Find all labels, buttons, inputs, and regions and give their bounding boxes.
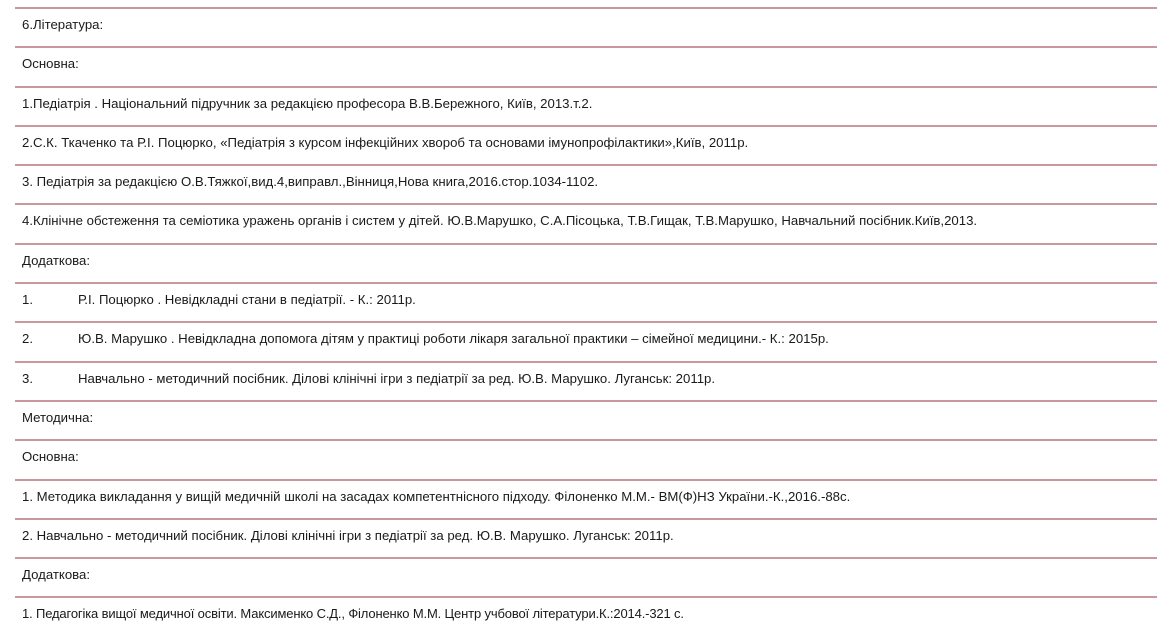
reference-text: 4.Клінічне обстеження та семіотика уражень органів і систем у дітей. Ю.В.Марушко, С.А.Пісоцька, Т.В.Гищак, Т.В.Марушко, Навчальний посібник.Київ,2013.: [22, 213, 978, 229]
reference-entry: [15, 86, 1157, 125]
reference-entry: [15, 125, 1157, 164]
reference-entry: [15, 203, 1157, 242]
list-number: 3.: [22, 370, 33, 386]
reference-text: Р.І. Поцюрко . Невідкладні стани в педіатрії. - К.: 2011р.: [78, 292, 416, 308]
subheading-methodical: [15, 400, 1157, 439]
heading-literature: [15, 7, 1157, 46]
reference-text: 2.С.К. Ткаченко та Р.І. Поцюрко, «Педіатрія з курсом інфекційних хвороб та основами імунопрофілактики»,Київ, 2011р.: [22, 134, 749, 150]
reference-text: 1. Методика викладання у вищій медичній школі на засадах компетентнісного підходу. Філоненко М.М.- ВМ(Ф)НЗ України.-К.,2016.-88с.: [22, 488, 851, 504]
literature-table: [15, 7, 1157, 636]
list-number: 1.: [22, 292, 33, 308]
reference-text: 3. Педіатрія за редакцією О.В.Тяжкої,вид.4,виправл.,Вінниця,Нова книга,2016.стор.1034-1102.: [22, 174, 599, 190]
subheading-text: Основна:: [22, 56, 79, 72]
subheading-main: [15, 46, 1157, 85]
reference-entry: [15, 164, 1157, 203]
list-number: 2.: [22, 331, 33, 347]
reference-text: Навчально - методичний посібник. Ділові клінічні ігри з педіатрії за ред. Ю.В. Марушко. Луганськ: 2011р.: [78, 370, 716, 386]
reference-text: Ю.В. Марушко . Невідкладна допомога дітям у практиці роботи лікаря загальної практики – сімейної медицини.- К.: 2015р.: [78, 331, 829, 347]
reference-entry: [15, 518, 1157, 557]
subheading-text: Методична:: [22, 409, 94, 425]
numbered-reference: [15, 282, 1157, 321]
subheading-text: Додаткова:: [22, 567, 91, 583]
subheading-text: Додаткова:: [22, 252, 91, 268]
reference-text: 1.Педіатрія . Національний підручник за редакцією професора В.В.Бережного, Київ, 2013.т.2.: [22, 95, 593, 111]
reference-text: 2. Навчально - методичний посібник. Ділові клінічні ігри з педіатрії за ред. Ю.В. Марушко. Луганськ: 2011р.: [22, 527, 674, 543]
subheading-additional: [15, 243, 1157, 282]
heading-text: 6.Література:: [22, 17, 104, 32]
subheading-main: [15, 439, 1157, 478]
reference-entry: [15, 596, 1157, 635]
reference-text: 1. Педагогіка вищої медичної освіти. Максименко С.Д., Філоненко М.М. Центр учбової літератури.К.:2014.-321 с.: [22, 606, 684, 622]
numbered-reference: [15, 361, 1157, 400]
reference-entry: [15, 479, 1157, 518]
subheading-additional: [15, 557, 1157, 596]
numbered-reference: [15, 321, 1157, 360]
subheading-text: Основна:: [22, 449, 79, 465]
